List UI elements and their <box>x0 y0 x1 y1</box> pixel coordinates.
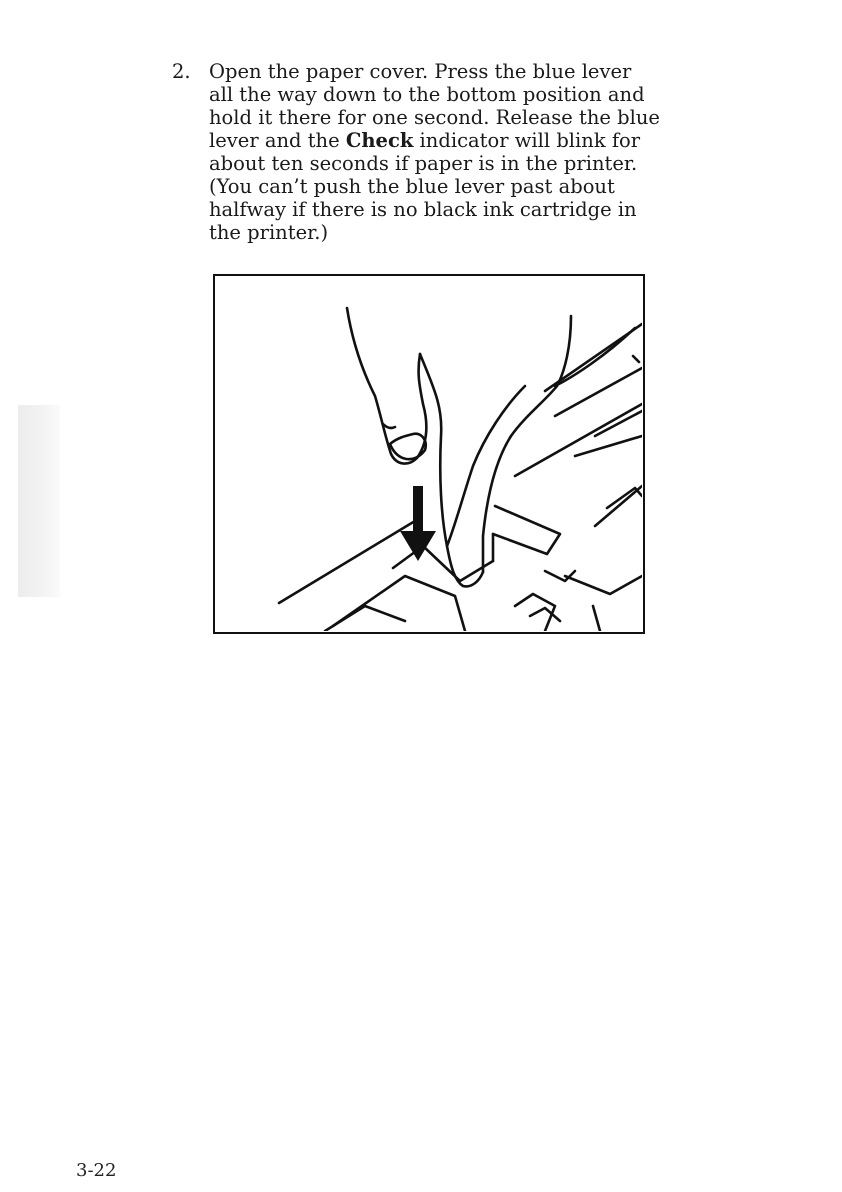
lever-slot-back <box>493 506 560 554</box>
bottom-left-plate <box>325 606 405 631</box>
lever-illustration-figure <box>213 274 645 634</box>
step-line: the printer.) <box>209 221 329 244</box>
page-number: 3-22 <box>76 1160 117 1181</box>
scan-shadow <box>18 405 60 597</box>
step-line-start: lever and the <box>209 129 346 152</box>
top-right-ridge <box>575 436 642 456</box>
step-line: (You can’t push the blue lever past about <box>209 175 615 198</box>
step-line: all the way down to the bottom position and <box>209 83 645 106</box>
lever-slot-outline <box>393 546 493 581</box>
step-line-end: indicator will blink for <box>413 129 641 152</box>
finger-left-contour <box>347 308 426 464</box>
check-indicator-term: Check <box>345 129 414 152</box>
right-housing-front <box>565 576 642 594</box>
step-line <box>209 129 729 152</box>
step-line: about ten seconds if paper is in the printer. <box>209 152 638 175</box>
finger-nail <box>390 434 426 459</box>
finger-crease <box>383 424 395 428</box>
top-right-ridge-2 <box>595 411 642 436</box>
printer-lower-edge <box>515 404 642 476</box>
far-right-notch <box>633 356 639 362</box>
right-housing-panel <box>607 488 642 508</box>
right-bracket-inner <box>530 608 560 621</box>
down-arrow-icon <box>400 486 436 561</box>
second-finger-left <box>447 386 525 546</box>
step-number: 2. <box>172 60 191 83</box>
right-post <box>593 606 600 631</box>
step-line: hold it there for one second. Release the blue <box>209 106 660 129</box>
right-housing-top <box>595 486 642 526</box>
step-line: Open the paper cover. Press the blue lever <box>209 60 632 83</box>
printer-edge-line <box>279 521 415 603</box>
printer-tray-edge <box>333 576 465 631</box>
finger-pressing-lever-illustration <box>215 276 642 631</box>
step-text <box>209 60 729 244</box>
step-line: halfway if there is no black ink cartridge in <box>209 198 637 221</box>
